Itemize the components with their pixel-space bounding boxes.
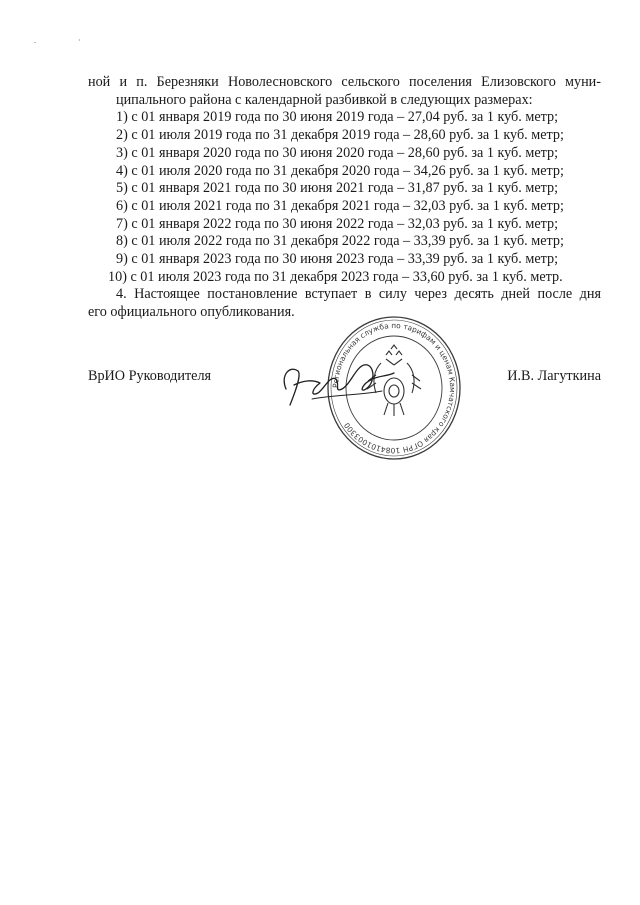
tariff-item: 4) с 01 июля 2020 года по 31 декабря 2020 года – 34,26 руб. за 1 куб. метр; [116, 162, 564, 179]
tariff-item: 7) с 01 января 2022 года по 30 июня 2022 года – 32,03 руб. за 1 куб. метр; [116, 215, 559, 232]
tariff-item: 1) с 01 января 2019 года по 30 июня 2019 года – 27,04 руб. за 1 куб. метр; [116, 109, 559, 126]
seal-ring-text: Региональная служба по тарифам и ценам Камчатского края ОГРН 1084101003300 [330, 320, 458, 456]
tariff-item: 2) с 01 июля 2019 года по 31 декабря 2019 года – 28,60 руб. за 1 куб. метр; [116, 127, 564, 144]
signature-block [88, 368, 601, 398]
clause-4-line-1: 4. Настоящее постановление вступает в силу через десять дней после дня [116, 286, 601, 303]
document-body [88, 74, 601, 322]
scan-specks: . · [34, 36, 101, 45]
signatory-name: И.В. Лагуткина [507, 368, 601, 384]
intro-line-1: ной и п. Березняки Новолесновского сельского поселения Елизовского муни- [88, 74, 601, 90]
intro-line-2: ципального района с календарной разбивкой в следующих размерах: [116, 91, 533, 108]
tariff-item: 3) с 01 января 2020 года по 30 июня 2020 года – 28,60 руб. за 1 куб. метр; [116, 144, 559, 161]
tariff-list [88, 109, 601, 286]
tariff-item: 6) с 01 июля 2021 года по 31 декабря 2021 года – 32,03 руб. за 1 куб. метр; [116, 197, 564, 214]
tariff-item: 8) с 01 июля 2022 года по 31 декабря 2022 года – 33,39 руб. за 1 куб. метр; [116, 233, 564, 250]
tariff-item: 9) с 01 января 2023 года по 30 июня 2023 года – 33,39 руб. за 1 куб. метр; [116, 251, 559, 268]
tariff-item: 10) с 01 июля 2023 года по 31 декабря 2023 года – 33,60 руб. за 1 куб. метр. [108, 268, 563, 285]
tariff-item: 5) с 01 января 2021 года по 30 июня 2021 года – 31,87 руб. за 1 куб. метр; [116, 180, 559, 197]
signatory-position: ВрИО Руководителя [88, 368, 212, 384]
clause-4-line-2: его официального опубликования. [88, 304, 295, 321]
